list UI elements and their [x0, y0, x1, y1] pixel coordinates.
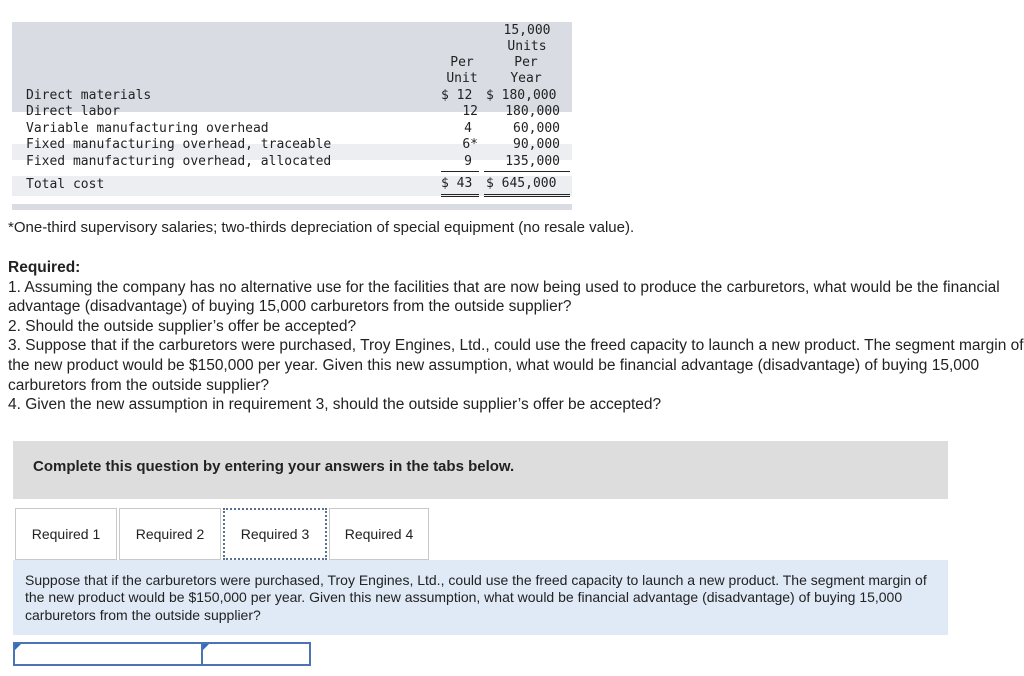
- per-year-header-line1: Per: [514, 55, 538, 70]
- total-per-year: $ 645,000: [486, 176, 557, 191]
- required-item: 3. Suppose that if the carburetors were purchased, Troy Engines, Ltd., could use the freed capacity to launch a new product. The segment margin of the new product would be $150,000 per year. Given this new assumption, what would be financial advantage (disadvantage) of buying 15,000 carburetors from the outside supplier?: [8, 337, 1024, 394]
- tab-label: Required 2: [135, 526, 205, 542]
- row-label: Direct labor: [26, 104, 120, 119]
- cost-table-bottom-bar: [12, 204, 572, 210]
- required-heading: Required:: [8, 259, 81, 276]
- row-per-unit: 6*: [462, 137, 478, 152]
- tab-label: Required 1: [31, 526, 101, 542]
- row-per-year: 135,000: [505, 154, 560, 169]
- footnote: *One-third supervisory salaries; two-thirds depreciation of special equipment (no resale value).: [8, 219, 635, 236]
- instruction-panel: [13, 441, 948, 499]
- instruction-text: Complete this question by entering your answers in the tabs below.: [33, 458, 515, 475]
- per-year-header-line2: Year: [510, 71, 542, 86]
- subtotal-underline: [441, 171, 479, 172]
- row-label: Fixed manufacturing overhead, traceable: [26, 137, 332, 152]
- per-unit-header-line1: Per: [450, 55, 474, 70]
- per-unit-header-line2: Unit: [446, 71, 478, 86]
- tab-content-text: Suppose that if the carburetors were purchased, Troy Engines, Ltd., could use the freed capacity to launch a new product. The segment margin of the new product would be $150,000 per year. Given this new assumption, what would be financial advantage (disadvantage) of buying 15,000 carburetors from the outside supplier?: [25, 572, 927, 623]
- subtotal-underline: [484, 171, 570, 172]
- cost-table: [24, 22, 572, 212]
- tab-label: Required 3: [240, 526, 310, 542]
- required-item: 4. Given the new assumption in requirement 3, should the outside supplier’s offer be accepted?: [8, 396, 662, 414]
- answer-label-input[interactable]: [15, 644, 205, 666]
- tab-required-3[interactable]: [223, 508, 327, 560]
- tab-required-1[interactable]: [15, 508, 117, 560]
- required-item: 2. Should the outside supplier’s offer be accepted?: [8, 317, 357, 335]
- required-section: [8, 258, 1024, 415]
- row-label: Direct materials: [26, 88, 152, 103]
- total-double-underline: [441, 194, 479, 197]
- row-label: Fixed manufacturing overhead, allocated: [26, 154, 332, 169]
- units-header-line1: 15,000: [503, 23, 551, 38]
- flag-icon: [15, 644, 21, 650]
- answer-amount-input[interactable]: [203, 644, 313, 666]
- total-per-unit: $ 43: [441, 176, 473, 191]
- required-item: 1. Assuming the company has no alternative use for the facilities that are now being used to produce the carburetors, what would be the financial advantage (disadvantage) of buying 15,000 carburetors from the outside supplier?: [8, 278, 1000, 316]
- units-header-line2: Units: [507, 39, 547, 54]
- tab-required-4[interactable]: [329, 508, 429, 560]
- row-per-unit: 9: [464, 154, 472, 169]
- row-per-unit: 4: [464, 121, 472, 136]
- row-per-unit: $ 12: [441, 88, 473, 103]
- flag-icon: [203, 644, 209, 650]
- tab-content-panel: [13, 560, 948, 635]
- tab-label: Required 4: [344, 526, 414, 542]
- answer-label-cell[interactable]: [13, 642, 203, 666]
- answer-amount-cell[interactable]: [201, 642, 311, 666]
- tab-required-2[interactable]: [119, 508, 221, 560]
- row-per-year: 180,000: [505, 104, 560, 119]
- row-per-year: 90,000: [513, 137, 560, 152]
- total-label: Total cost: [26, 177, 105, 192]
- row-per-year: 60,000: [513, 121, 560, 136]
- row-per-year: $ 180,000: [486, 88, 557, 103]
- row-label: Variable manufacturing overhead: [26, 121, 269, 136]
- total-double-underline: [484, 194, 570, 197]
- row-per-unit: 12: [462, 104, 478, 119]
